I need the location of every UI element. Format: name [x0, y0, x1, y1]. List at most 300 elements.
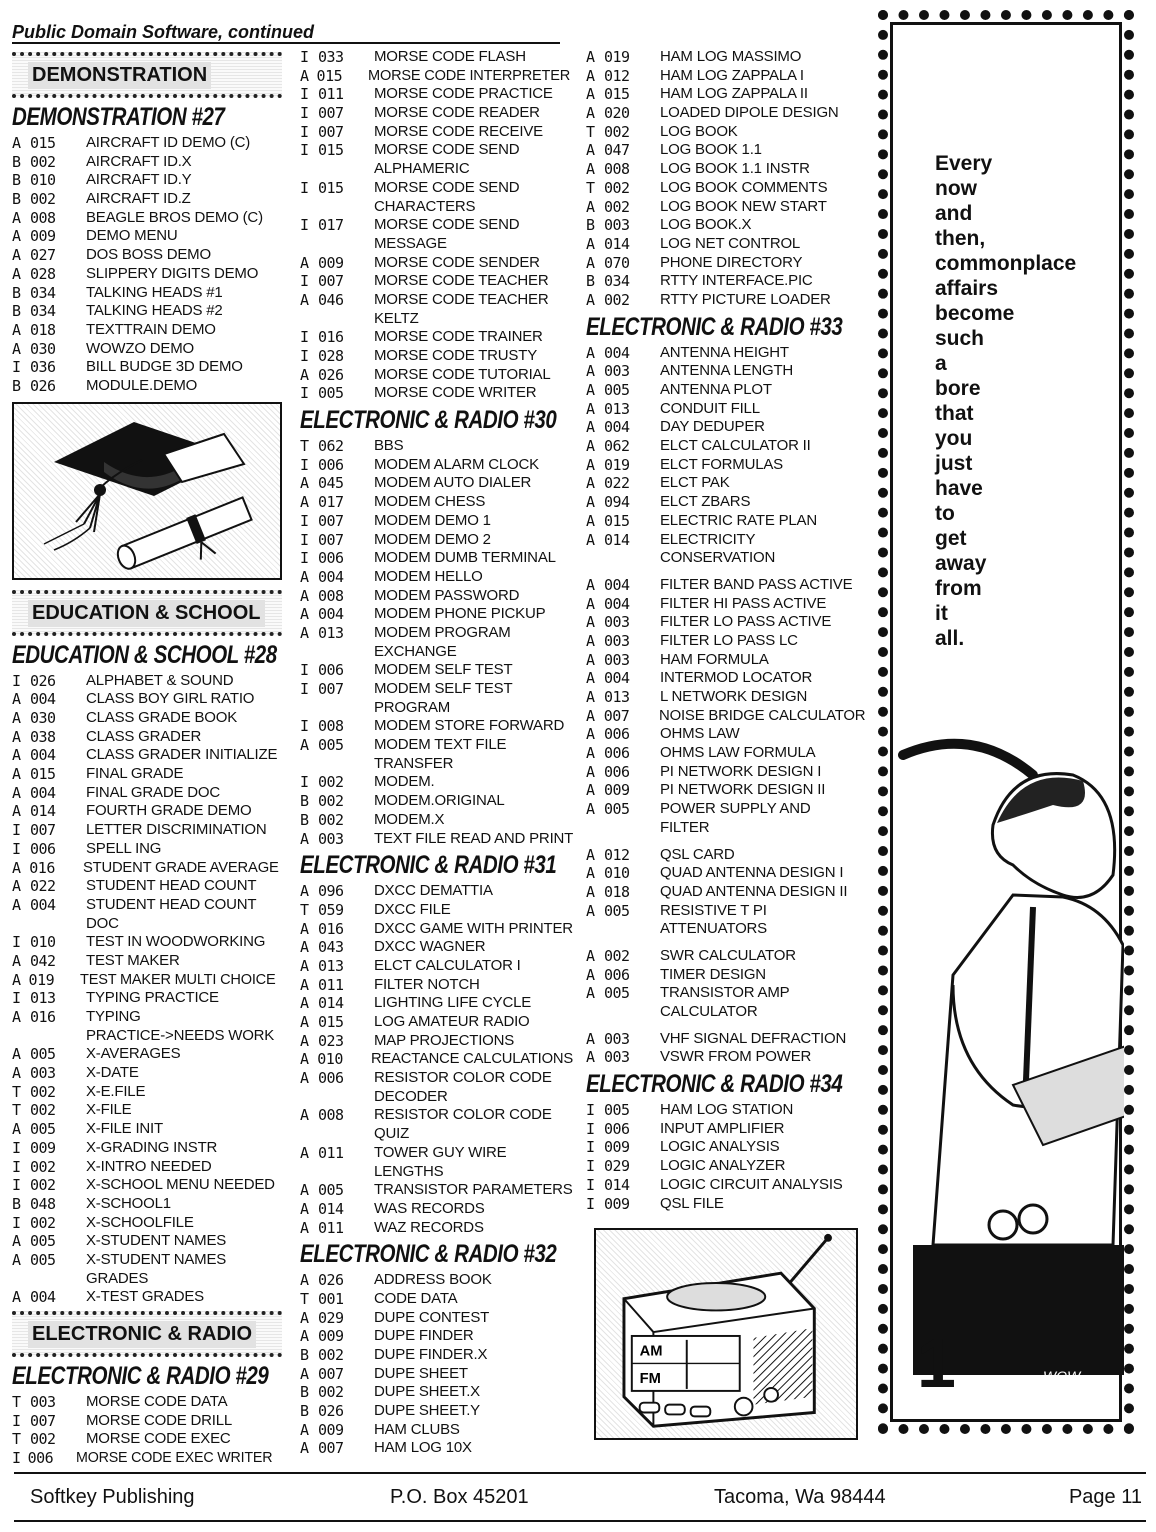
program-name: MODEM DEMO 2	[374, 530, 491, 548]
program-name: MODEM TEXT FILE	[374, 736, 507, 754]
program-type: I	[300, 178, 309, 197]
program-number: 007	[603, 706, 630, 725]
program-name: MORSE CODE SENDER	[374, 253, 540, 271]
program-row	[300, 587, 576, 606]
program-name: MORSE CODE SEND	[374, 178, 520, 196]
program-name: CONSERVATION	[660, 549, 776, 567]
program-number: 001	[318, 1289, 344, 1308]
program-row	[300, 1346, 576, 1365]
program-number: 011	[318, 1218, 344, 1237]
program-row	[300, 792, 576, 811]
program-name: PHONE DIRECTORY	[660, 253, 803, 271]
program-name: LIGHTING LIFE CYCLE	[374, 994, 532, 1012]
program-type: T	[12, 1082, 21, 1101]
program-name: CLASS GRADER INITIALIZE	[86, 746, 278, 764]
program-name: ALPHAMERIC	[374, 160, 470, 178]
program-number: 003	[604, 1029, 630, 1048]
program-number: 013	[318, 956, 344, 975]
program-type: A	[586, 85, 595, 104]
program-type: I	[300, 384, 309, 403]
program-number: 062	[604, 437, 630, 456]
program-row	[300, 48, 576, 67]
program-row	[12, 1270, 282, 1289]
program-number: 002	[604, 122, 630, 141]
program-name: FINAL GRADE DOC	[86, 783, 220, 801]
program-type: A	[586, 474, 595, 493]
program-row	[586, 400, 866, 419]
program-name: TRANSISTOR PARAMETERS	[374, 1181, 573, 1199]
program-name: MORSE CODE SEND	[374, 141, 520, 159]
program-number: 003	[604, 216, 630, 235]
program-type: I	[300, 549, 309, 568]
program-name: LOG BOOK COMMENTS	[660, 178, 828, 196]
program-type: T	[300, 437, 309, 456]
program-number: 026	[318, 365, 344, 384]
section-title: ELECTRONIC & RADIO #30	[300, 406, 557, 435]
program-type: A	[586, 706, 595, 725]
program-row	[300, 512, 576, 531]
program-name: DAY DEDUPER	[660, 418, 765, 436]
program-row	[586, 254, 866, 273]
program-number: 003	[604, 1048, 630, 1067]
quote-word: and	[935, 202, 973, 225]
program-name: PI NETWORK DESIGN I	[660, 762, 822, 780]
program-name: TEXT FILE READ AND PRINT	[374, 829, 574, 847]
program-row	[12, 1232, 282, 1251]
program-number: 002	[30, 152, 56, 171]
program-name: HAM LOG MASSIMO	[660, 48, 802, 65]
program-type: I	[586, 1138, 595, 1157]
program-name: ELECTRICITY	[660, 530, 756, 548]
program-type: I	[586, 1157, 595, 1176]
program-name: ANTENNA HEIGHT	[660, 343, 789, 361]
program-type: A	[586, 575, 595, 594]
program-number: 016	[30, 1008, 56, 1026]
program-name: REACTANCE CALCULATIONS	[371, 1050, 574, 1068]
program-row	[300, 699, 576, 718]
program-row	[300, 811, 576, 830]
program-type: A	[586, 781, 595, 800]
program-name: PI NETWORK DESIGN II	[660, 781, 826, 799]
program-number: 004	[318, 605, 344, 624]
program-name: GRADES	[86, 1269, 149, 1287]
program-name: MORSE CODE RECEIVE	[374, 122, 543, 140]
program-number: 009	[604, 1194, 630, 1213]
program-number: 006	[30, 839, 56, 858]
program-type: A	[300, 567, 309, 586]
program-name: MODEM HELLO	[374, 567, 483, 585]
program-row	[12, 1412, 282, 1431]
program-row	[12, 1008, 282, 1027]
program-row	[12, 227, 282, 246]
quote-word: affairs	[935, 277, 999, 300]
program-number: 026	[30, 376, 56, 395]
program-name: DXCC DEMATTIA	[374, 882, 493, 900]
program-row	[300, 493, 576, 512]
program-number: 029	[318, 1308, 344, 1327]
list-spacer	[586, 939, 866, 947]
program-number: 017	[318, 216, 344, 235]
program-type: A	[586, 343, 595, 362]
program-number: 002	[30, 1157, 56, 1176]
program-name: MORSE CODE INTERPRETER	[368, 66, 571, 84]
program-type: A	[300, 586, 309, 605]
program-type: A	[300, 994, 309, 1013]
program-row	[300, 531, 576, 550]
program-name: AIRCRAFT ID DEMO (C)	[86, 134, 251, 151]
program-number: 005	[604, 381, 630, 399]
program-type: A	[12, 709, 21, 727]
program-name: DOS BOSS DEMO	[86, 246, 211, 264]
program-name: MODEM SELF TEST	[374, 680, 513, 697]
program-number: 015	[30, 765, 56, 784]
program-type: A	[300, 1106, 309, 1125]
program-number: 006	[27, 1449, 54, 1468]
program-name: PRACTICE->NEEDS WORK	[86, 1026, 275, 1044]
program-name: TALKING HEADS #1	[86, 283, 223, 301]
graduation-cap-illustration	[14, 404, 280, 578]
category-banner-label: DEMONSTRATION	[28, 62, 211, 89]
program-name: SWR CALCULATOR	[660, 946, 796, 964]
program-type: B	[300, 810, 309, 829]
program-name: RESISTOR COLOR CODE	[374, 1069, 552, 1087]
program-type: A	[586, 800, 595, 819]
quote-word: then,	[935, 227, 986, 250]
program-number: 006	[318, 661, 344, 680]
program-number: 002	[30, 1101, 56, 1120]
program-row	[12, 1430, 282, 1449]
program-type: T	[300, 900, 309, 919]
program-name: MORSE CODE DATA	[86, 1393, 228, 1410]
program-name: DUPE FINDER.X	[374, 1346, 488, 1363]
program-name: MODEM.	[374, 773, 435, 791]
program-row	[586, 123, 866, 142]
program-row	[586, 235, 866, 254]
program-row	[12, 690, 282, 709]
program-row	[12, 952, 282, 971]
program-type: B	[586, 216, 595, 235]
program-type: I	[12, 933, 21, 952]
program-number: 007	[318, 104, 344, 123]
program-row	[586, 344, 866, 363]
section-title: DEMONSTRATION #27	[12, 103, 225, 131]
radio-illustration	[594, 1228, 858, 1440]
program-type: A	[586, 845, 595, 864]
program-type: I	[12, 1138, 21, 1157]
program-number: 003	[604, 650, 630, 669]
program-name: FILTER BAND PASS ACTIVE	[660, 575, 853, 593]
program-row	[586, 549, 866, 568]
program-type: A	[300, 1364, 309, 1383]
program-type: B	[12, 1194, 21, 1213]
program-name: MESSAGE	[374, 234, 447, 252]
program-name: TOWER GUY WIRE	[374, 1143, 507, 1161]
program-row	[12, 340, 282, 359]
program-name: MORSE CODE TEACHER	[374, 290, 549, 308]
program-name: TYPING	[86, 1008, 141, 1025]
program-name: MORSE CODE FLASH	[374, 48, 526, 65]
program-name: TEXTTRAIN DEMO	[86, 320, 216, 338]
program-number: 014	[604, 234, 630, 253]
program-type: A	[300, 1218, 309, 1237]
program-type: I	[12, 1449, 21, 1468]
program-name: FILTER HI PASS ACTIVE	[660, 594, 827, 612]
program-type: I	[300, 773, 309, 792]
program-name: MODEM ALARM CLOCK	[374, 455, 539, 473]
program-row	[586, 141, 866, 160]
program-number: 003	[604, 631, 630, 650]
program-name: DEMO MENU	[86, 227, 178, 245]
program-row	[300, 1383, 576, 1402]
program-row	[300, 736, 576, 755]
program-type: B	[300, 1383, 309, 1402]
program-name: MORSE CODE TUTORIAL	[374, 365, 551, 383]
program-number: 045	[318, 474, 344, 493]
radio-drawing	[596, 1230, 856, 1438]
program-name: MODEM PHONE PICKUP	[374, 605, 546, 623]
program-row	[300, 216, 576, 235]
program-type: A	[300, 1013, 309, 1031]
program-name: LOG AMATEUR RADIO	[374, 1013, 530, 1030]
program-type: I	[12, 839, 21, 858]
program-number: 003	[30, 1393, 56, 1411]
program-number: 013	[318, 623, 344, 642]
program-name: DUPE SHEET	[374, 1364, 468, 1382]
program-number: 007	[30, 821, 56, 840]
program-type: I	[586, 1101, 595, 1120]
program-row	[300, 938, 576, 957]
program-type: B	[12, 283, 21, 302]
program-name: MODEM CHESS	[374, 493, 486, 511]
quote-word: from	[935, 577, 982, 600]
program-row	[586, 632, 866, 651]
quote-word: away	[935, 552, 987, 575]
program-type: A	[586, 864, 595, 883]
program-type: A	[300, 623, 309, 642]
program-name: X-SCHOOL MENU NEEDED	[86, 1176, 275, 1194]
program-row	[300, 328, 576, 347]
program-row	[300, 310, 576, 329]
program-row	[586, 595, 866, 614]
section-title: EDUCATION & SCHOOL #28	[12, 640, 277, 669]
program-type: I	[300, 530, 309, 549]
program-row	[12, 1158, 282, 1177]
program-row	[300, 1327, 576, 1346]
program-row	[586, 362, 866, 381]
program-name: OHMS LAW	[660, 725, 740, 743]
program-row	[586, 688, 866, 707]
program-type: I	[300, 328, 309, 347]
program-row	[12, 1027, 282, 1046]
program-row	[12, 302, 282, 321]
program-row	[300, 920, 576, 939]
program-type: I	[300, 122, 309, 141]
program-name: DXCC GAME WITH PRINTER	[374, 919, 573, 937]
program-number: 002	[30, 190, 56, 209]
program-name: MODEM STORE FORWARD	[374, 717, 565, 735]
program-type: I	[300, 717, 309, 736]
program-type: B	[300, 1402, 309, 1421]
program-row	[586, 819, 866, 838]
program-type: A	[586, 160, 595, 179]
program-row	[12, 971, 282, 990]
program-number: 005	[318, 1181, 344, 1200]
program-row	[12, 746, 282, 765]
program-number: 009	[604, 781, 630, 800]
program-name: X-STUDENT NAMES	[86, 1250, 227, 1268]
program-number: 019	[604, 455, 630, 474]
program-number: 007	[318, 272, 344, 291]
program-number: 008	[604, 160, 630, 179]
program-name: DECODER	[374, 1087, 448, 1105]
program-name: MODEM.X	[374, 810, 445, 828]
program-type: A	[300, 956, 309, 975]
program-type: A	[300, 736, 309, 755]
program-type: I	[300, 347, 309, 365]
program-row	[300, 160, 576, 179]
program-row	[12, 1195, 282, 1214]
program-name: MORSE CODE WRITER	[374, 384, 537, 402]
program-type: A	[586, 946, 595, 965]
program-row	[300, 882, 576, 901]
quote-word: that	[935, 402, 974, 425]
radio-fm-label: FM	[639, 1371, 661, 1388]
program-type: A	[12, 802, 21, 821]
program-name: STUDENT HEAD COUNT	[86, 895, 257, 913]
program-row	[300, 1402, 576, 1421]
program-row	[586, 85, 866, 104]
program-number: 008	[318, 1106, 344, 1125]
program-type: A	[300, 253, 309, 272]
program-row	[12, 284, 282, 303]
program-type: A	[586, 362, 595, 381]
program-name: DXCC FILE	[374, 900, 451, 918]
program-row	[300, 901, 576, 920]
program-row	[586, 1195, 866, 1214]
program-row	[12, 1449, 282, 1468]
program-number: 018	[30, 320, 56, 339]
program-type: A	[12, 264, 21, 283]
program-name: INPUT AMPLIFIER	[660, 1119, 785, 1137]
program-row	[300, 994, 576, 1013]
program-row	[300, 1439, 576, 1458]
program-row	[300, 680, 576, 699]
program-row	[300, 141, 576, 160]
program-row	[12, 190, 282, 209]
footer-city: Tacoma, Wa 98444	[714, 1486, 886, 1508]
program-type: I	[300, 272, 309, 291]
program-row	[12, 1120, 282, 1139]
program-number: 005	[30, 1250, 56, 1269]
program-type: A	[586, 290, 595, 309]
program-name: MORSE CODE PRACTICE	[374, 85, 553, 103]
program-type: I	[586, 1194, 595, 1213]
program-number: 002	[30, 1176, 56, 1195]
program-type: T	[12, 1430, 21, 1449]
program-number: 026	[30, 671, 56, 690]
program-type: T	[12, 1393, 21, 1411]
program-number: 016	[29, 858, 55, 877]
program-number: 034	[604, 272, 630, 291]
program-name: X-FILE	[86, 1101, 132, 1119]
program-name: CODE DATA	[374, 1289, 458, 1307]
program-name: DXCC WAGNER	[374, 938, 486, 956]
program-type: A	[300, 1439, 309, 1458]
program-type: A	[586, 511, 595, 530]
program-type: A	[12, 951, 21, 970]
program-row	[12, 672, 282, 691]
program-row	[586, 437, 866, 456]
program-type: T	[300, 1289, 309, 1308]
program-type: A	[12, 746, 21, 765]
program-type: A	[12, 783, 21, 802]
program-row	[12, 728, 282, 747]
program-type: A	[12, 134, 21, 152]
column-1	[12, 48, 282, 1468]
program-row	[586, 984, 866, 1003]
program-number: 004	[30, 783, 56, 802]
program-row	[12, 709, 282, 728]
section-title: ELECTRONIC & RADIO #29	[12, 1362, 269, 1390]
program-type: A	[300, 1031, 309, 1050]
program-name: MODEM PASSWORD	[374, 586, 520, 604]
program-number: 015	[318, 1013, 344, 1031]
program-row	[586, 48, 866, 67]
program-name: HAM LOG ZAPPALA I	[660, 66, 804, 84]
program-row	[586, 179, 866, 198]
program-type: A	[586, 594, 595, 613]
quote-word: become	[935, 302, 1015, 325]
program-type: A	[300, 1420, 309, 1439]
program-type: A	[300, 474, 309, 493]
program-type: A	[586, 984, 595, 1003]
radio-am-label: AM	[639, 1343, 663, 1360]
program-row	[12, 896, 282, 915]
program-row	[12, 1045, 282, 1064]
program-number: 006	[318, 1069, 344, 1088]
program-number: 002	[318, 810, 344, 829]
program-number: 004	[604, 575, 630, 594]
program-number: 007	[318, 511, 344, 530]
program-name: VSWR FROM POWER	[660, 1048, 812, 1066]
program-number: 014	[604, 1175, 630, 1194]
program-number: 016	[318, 328, 344, 347]
program-row	[12, 246, 282, 265]
program-row	[586, 883, 866, 902]
program-number: 036	[30, 358, 56, 377]
program-row	[300, 830, 576, 849]
program-number: 059	[318, 900, 344, 919]
program-type: A	[586, 762, 595, 781]
program-row	[12, 1101, 282, 1120]
program-name: TEST IN WOODWORKING	[86, 933, 266, 951]
program-type: A	[586, 234, 595, 253]
program-row	[300, 366, 576, 385]
program-type: T	[586, 122, 595, 141]
program-name: X-E.FILE	[86, 1082, 146, 1100]
program-type: A	[586, 381, 595, 399]
program-name: KELTZ	[374, 309, 419, 327]
program-row	[586, 67, 866, 86]
program-row	[586, 966, 866, 985]
program-type: I	[12, 358, 21, 377]
program-number: 014	[604, 530, 630, 549]
program-number: 005	[30, 1120, 56, 1139]
program-type: A	[586, 631, 595, 650]
program-type: A	[300, 365, 309, 384]
program-row	[586, 725, 866, 744]
program-name: LOADED DIPOLE DESIGN	[660, 104, 839, 122]
